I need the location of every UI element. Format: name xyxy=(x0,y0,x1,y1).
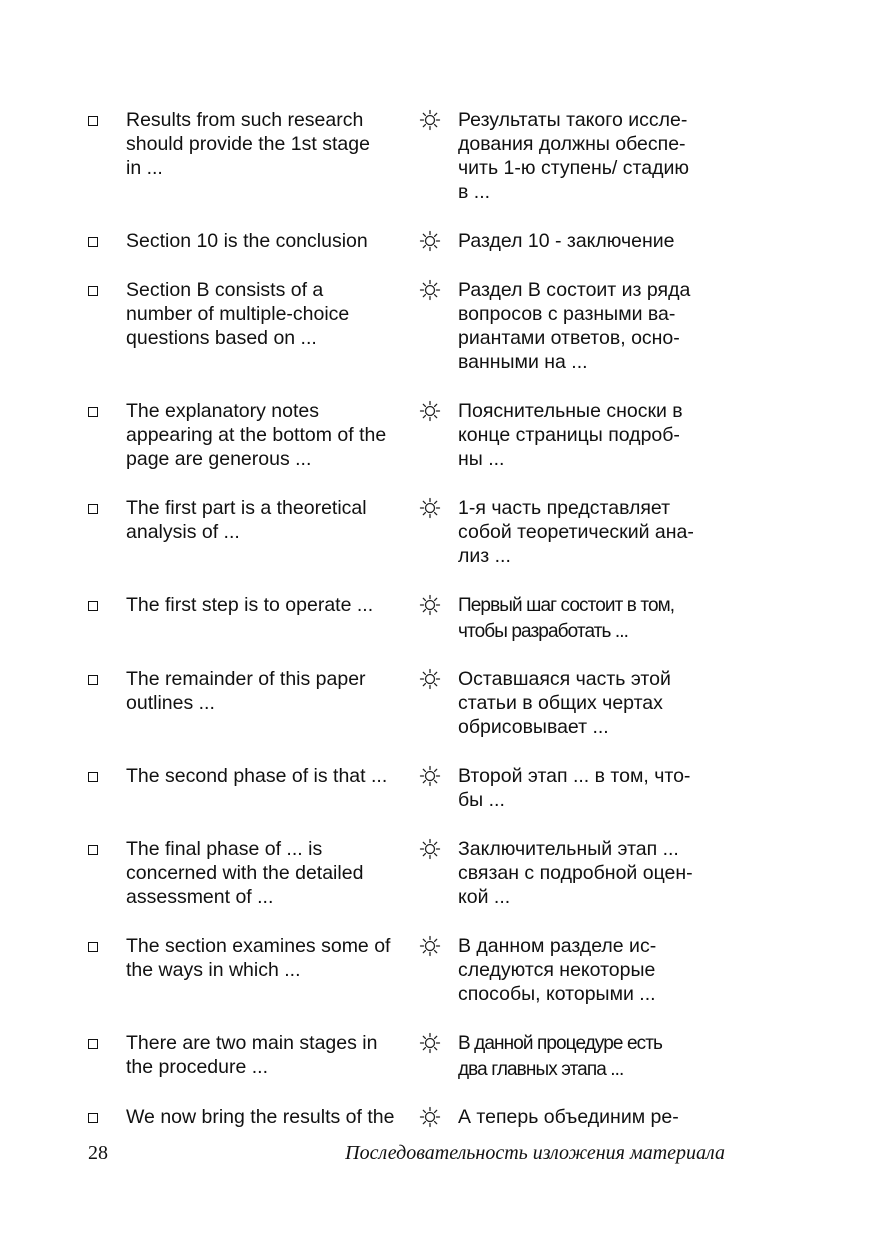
running-footer-title: Последовательность изложения материала xyxy=(345,1142,725,1164)
english-phrase: The first step is to operate ... xyxy=(126,594,374,616)
sun-icon xyxy=(419,400,441,422)
checkbox-square-icon xyxy=(88,845,98,855)
checkbox-square-icon xyxy=(88,601,98,611)
english-phrase: The section examines some of the ways in which ... xyxy=(126,935,391,981)
russian-translation: Результаты такого иссле- дования должны обеспе- чить 1-ю ступень/ стадию в ... xyxy=(458,109,689,203)
sun-icon xyxy=(419,1106,441,1128)
sun-icon xyxy=(419,230,441,252)
russian-translation: 1-я часть представляет собой теоретический ана- лиз ... xyxy=(458,497,694,567)
russian-translation: Пояснительные сноски в конце страницы подроб- ны ... xyxy=(458,400,683,470)
checkbox-square-icon xyxy=(88,1039,98,1049)
russian-translation: А теперь объединим ре- xyxy=(458,1106,679,1128)
checkbox-square-icon xyxy=(88,675,98,685)
english-phrase: The first part is a theoretical analysis of ... xyxy=(126,497,367,543)
english-phrase: Section B consists of a number of multiple-choice questions based on ... xyxy=(126,279,350,349)
english-phrase: The explanatory notes appearing at the bottom of the page are generous ... xyxy=(126,400,387,470)
sun-icon xyxy=(419,838,441,860)
english-phrase: Results from such research should provide the 1st stage in ... xyxy=(126,109,370,179)
sun-icon xyxy=(419,765,441,787)
sun-icon xyxy=(419,1032,441,1054)
english-phrase: Section 10 is the conclusion xyxy=(126,230,368,252)
russian-translation: Раздел В состоит из ряда вопросов с разными ва- риантами ответов, осно- ванными на ... xyxy=(458,279,691,373)
english-phrase: The final phase of ... is concerned with the detailed assessment of ... xyxy=(126,838,364,908)
sun-icon xyxy=(419,594,441,616)
russian-translation: В данном разделе ис- следуются некоторые способы, которыми ... xyxy=(458,935,657,1005)
english-phrase: There are two main stages in the procedure ... xyxy=(126,1032,378,1078)
checkbox-square-icon xyxy=(88,772,98,782)
checkbox-square-icon xyxy=(88,407,98,417)
russian-translation: Заключительный этап ... связан с подробной оцен- кой ... xyxy=(458,838,693,908)
russian-translation: Первый шаг состоит в том, чтобы разработать ... xyxy=(458,595,675,642)
page-number: 28 xyxy=(88,1142,108,1164)
sun-icon xyxy=(419,668,441,690)
russian-translation: Второй этап ... в том, что- бы ... xyxy=(458,765,691,811)
checkbox-square-icon xyxy=(88,942,98,952)
english-phrase: We now bring the results of the xyxy=(126,1106,395,1128)
sun-icon xyxy=(419,279,441,301)
sun-icon xyxy=(419,109,441,131)
english-phrase: The remainder of this paper outlines ... xyxy=(126,668,366,714)
russian-translation: В данной процедуре есть два главных этапа ... xyxy=(458,1033,663,1080)
russian-translation: Раздел 10 - заключение xyxy=(458,230,675,252)
checkbox-square-icon xyxy=(88,504,98,514)
checkbox-square-icon xyxy=(88,116,98,126)
checkbox-square-icon xyxy=(88,286,98,296)
russian-translation: Оставшаяся часть этой статьи в общих чертах обрисовывает ... xyxy=(458,668,671,738)
sun-icon xyxy=(419,935,441,957)
sun-icon xyxy=(419,497,441,519)
english-phrase: The second phase of is that ... xyxy=(126,765,388,787)
checkbox-square-icon xyxy=(88,1113,98,1123)
checkbox-square-icon xyxy=(88,237,98,247)
